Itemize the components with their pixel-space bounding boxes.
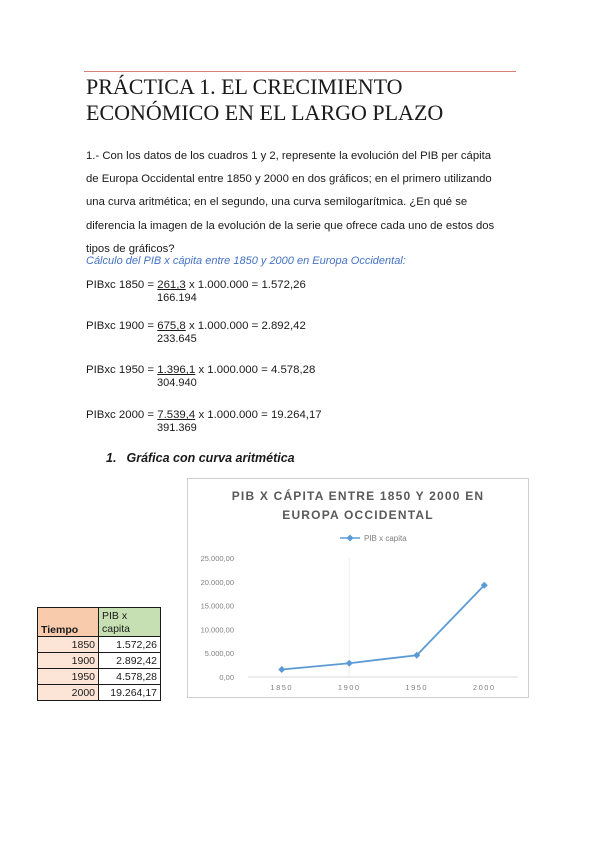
legend-marker xyxy=(347,535,354,542)
formula-1900 xyxy=(86,320,306,345)
x-tick-label: 1850 xyxy=(270,683,294,692)
calculation-heading: Cálculo del PIB x cápita entre 1850 y 2000 en Europa Occidental: xyxy=(86,255,406,267)
year-cell: 1850 xyxy=(38,637,99,653)
data-point xyxy=(346,660,353,667)
formula-denominator: 304.940 xyxy=(157,377,197,389)
data-table xyxy=(37,607,161,701)
formula-1950 xyxy=(86,364,316,389)
chart-svg xyxy=(188,479,528,697)
table-row xyxy=(38,685,161,701)
formula-label: PIBxc 1900 = xyxy=(86,320,155,332)
x-tick-label: 1900 xyxy=(337,683,361,692)
value-cell: 4.578,28 xyxy=(99,669,161,685)
formula-denominator: 233.645 xyxy=(157,333,197,345)
y-tick-label: 10.000,00 xyxy=(200,625,234,635)
y-tick-label: 20.000,00 xyxy=(200,577,234,587)
page-title-line2: ECONÓMICO EN EL LARGO PLAZO xyxy=(86,100,444,125)
formula-result: x 1.000.000 = 1.572,26 xyxy=(188,279,306,291)
y-tick-label: 25.000,00 xyxy=(200,554,234,563)
formula-denominator: 166.194 xyxy=(157,292,197,304)
formula-result: x 1.000.000 = 2.892,42 xyxy=(188,320,306,332)
chart-title-line1: PIB X CÁPITA ENTRE 1850 Y 2000 EN xyxy=(231,489,485,503)
data-point xyxy=(278,666,285,673)
year-cell: 2000 xyxy=(38,685,99,701)
value-cell: 1.572,26 xyxy=(99,637,161,653)
header-year-cell: Tiempo xyxy=(38,608,99,637)
formula-numerator: 261,3 xyxy=(157,279,186,291)
formula-label: PIBxc 2000 = xyxy=(86,409,155,421)
formula-numerator: 675,8 xyxy=(157,320,186,332)
page-title-line1: PRÁCTICA 1. EL CRECIMIENTO xyxy=(86,74,403,99)
section-heading xyxy=(106,451,295,465)
formula-numerator: 1.396,1 xyxy=(157,364,196,376)
section-title: Gráfica con curva aritmética xyxy=(126,451,295,465)
table-row xyxy=(38,653,161,669)
table-row xyxy=(38,669,161,685)
table-row xyxy=(38,637,161,653)
formula-1850 xyxy=(86,279,306,304)
page-title xyxy=(86,74,526,126)
formula-denominator: 391.369 xyxy=(157,422,197,434)
value-cell: 19.264,17 xyxy=(99,685,161,701)
year-cell: 1950 xyxy=(38,669,99,685)
value-cell: 2.892,42 xyxy=(99,653,161,669)
y-tick-label: 15.000,00 xyxy=(200,601,234,611)
x-tick-label: 2000 xyxy=(472,683,496,692)
chart-title-line2: EUROPA OCCIDENTAL xyxy=(282,508,434,522)
legend-label: PIB x capita xyxy=(364,534,407,543)
line-chart xyxy=(187,478,529,698)
formula-label: PIBxc 1850 = xyxy=(86,279,155,291)
y-tick-label: 5.000,00 xyxy=(204,649,234,659)
title-rule xyxy=(84,71,516,72)
formula-numerator: 7.539,4 xyxy=(157,409,196,421)
series-line xyxy=(282,585,485,669)
x-tick-label: 1950 xyxy=(405,683,429,692)
formula-2000 xyxy=(86,409,322,434)
year-cell: 1900 xyxy=(38,653,99,669)
table-header-row xyxy=(38,608,161,637)
question-paragraph: 1.- Con los datos de los cuadros 1 y 2, represente la evolución del PIB per cápita de Europa Occidental entre 1850 y 2000 en dos gráficos; en el primero utilizando una curva aritmética; en el segundo, una curva semilogarítmica. ¿En qué se diferencia la imagen de la evolución de la serie que ofrece cada uno de estos dos tipos de gráficos? xyxy=(86,150,495,255)
formula-result: x 1.000.000 = 4.578,28 xyxy=(198,364,316,376)
formula-label: PIBxc 1950 = xyxy=(86,364,155,376)
header-value-cell: PIB x capita xyxy=(99,608,161,637)
formula-result: x 1.000.000 = 19.264,17 xyxy=(198,409,322,421)
section-number: 1. xyxy=(106,451,117,465)
y-tick-label: 0,00 xyxy=(219,673,234,682)
